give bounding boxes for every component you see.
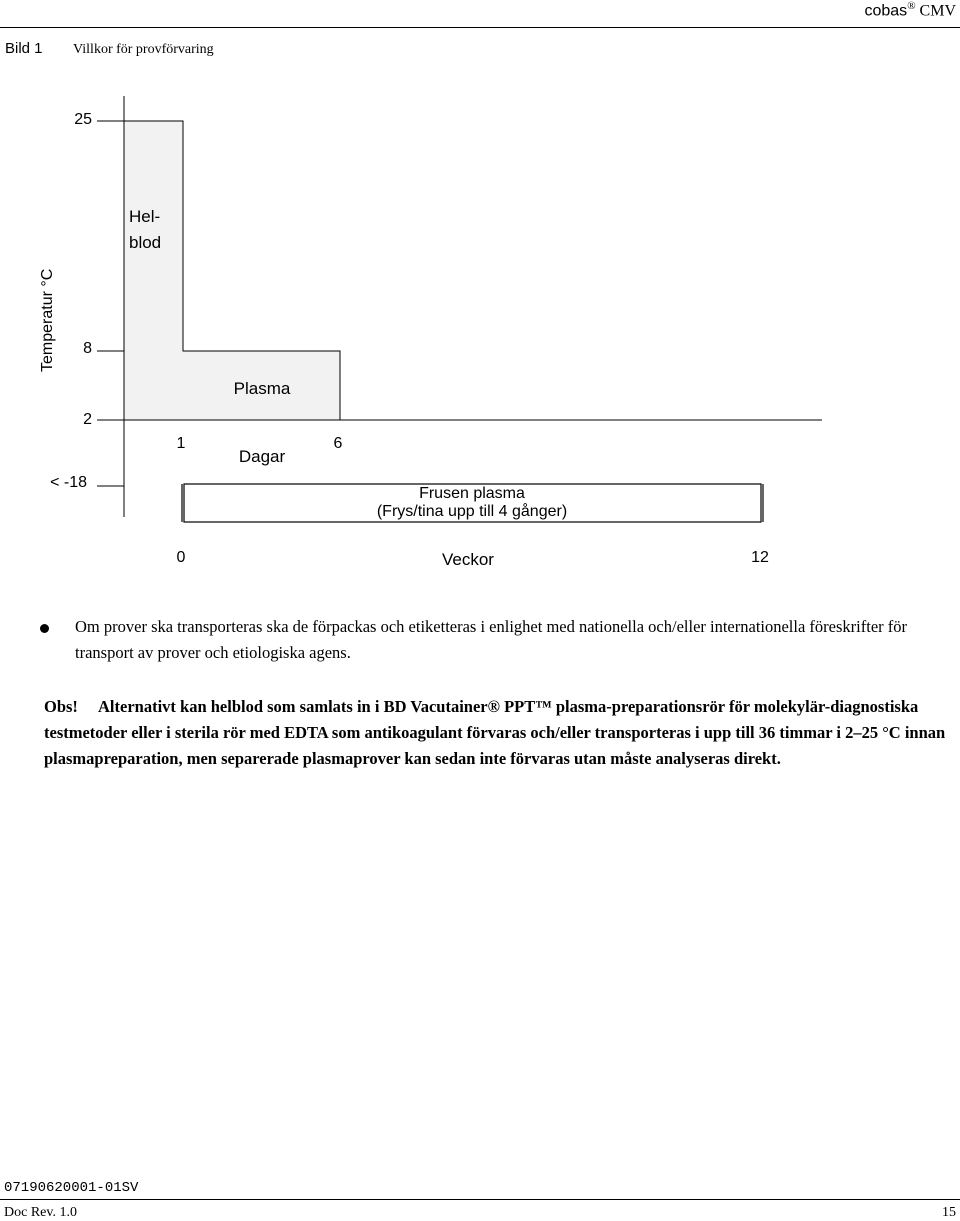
registered-mark: ® <box>907 0 916 12</box>
helblod-label-line2: blod <box>129 233 162 252</box>
figure-caption: Villkor för provförvaring <box>73 42 214 57</box>
figure-label: Bild 1 <box>5 40 43 57</box>
frozen-plasma-label-line2: (Frys/tina upp till 4 gånger) <box>376 503 568 520</box>
plasma-label: Plasma <box>233 379 291 398</box>
y-tick-label: < -18 <box>50 474 87 491</box>
bullet-icon <box>40 624 49 633</box>
y-tick-label: 2 <box>83 411 92 428</box>
weeks-tick-label: 12 <box>751 549 769 566</box>
page-number: 15 <box>942 1205 956 1220</box>
note-text: Alternativt kan helblod som samlats in i BD Vacutainer® PPT™ plasma-preparationsrör för molekylär-diagnostiska testmetoder eller i sterila rör med EDTA som antikoagulant förvaras och/eller transporteras i upp till 36 timmar i 2–25 °C innan plasmapreparation, men separerade plasmaprover kan sedan inte förvaras utan måste analyseras direkt. <box>44 697 946 768</box>
y-axis-label: Temperatur °C <box>39 268 56 372</box>
y-tick-label: 8 <box>83 340 92 357</box>
frozen-plasma-label-line1: Frusen plasma <box>419 485 525 502</box>
document-number: 07190620001-01SV <box>4 1180 139 1196</box>
storage-conditions-chart <box>0 0 960 600</box>
days-axis-label: Dagar <box>238 447 286 466</box>
weeks-axis-label: Veckor <box>442 550 494 569</box>
transport-bullet: Om prover ska transporteras ska de förpackas och etiketteras i enlighet med nationella och/eller internationella föreskrifter för transport av prover och etiologiska agens. <box>75 617 908 662</box>
note-block <box>44 694 958 772</box>
brand-name: cobas <box>864 2 908 20</box>
document-revision: Doc Rev. 1.0 <box>4 1205 77 1220</box>
days-tick-label: 6 <box>333 435 343 452</box>
product-name: CMV <box>919 2 956 20</box>
helblod-region <box>124 121 183 420</box>
days-tick-label: 1 <box>176 435 186 452</box>
y-tick-label: 25 <box>74 111 92 128</box>
footer-divider <box>0 1199 960 1200</box>
weeks-tick-label: 0 <box>176 549 186 566</box>
helblod-label-line1: Hel- <box>129 207 161 226</box>
note-label: Obs! <box>44 697 78 716</box>
